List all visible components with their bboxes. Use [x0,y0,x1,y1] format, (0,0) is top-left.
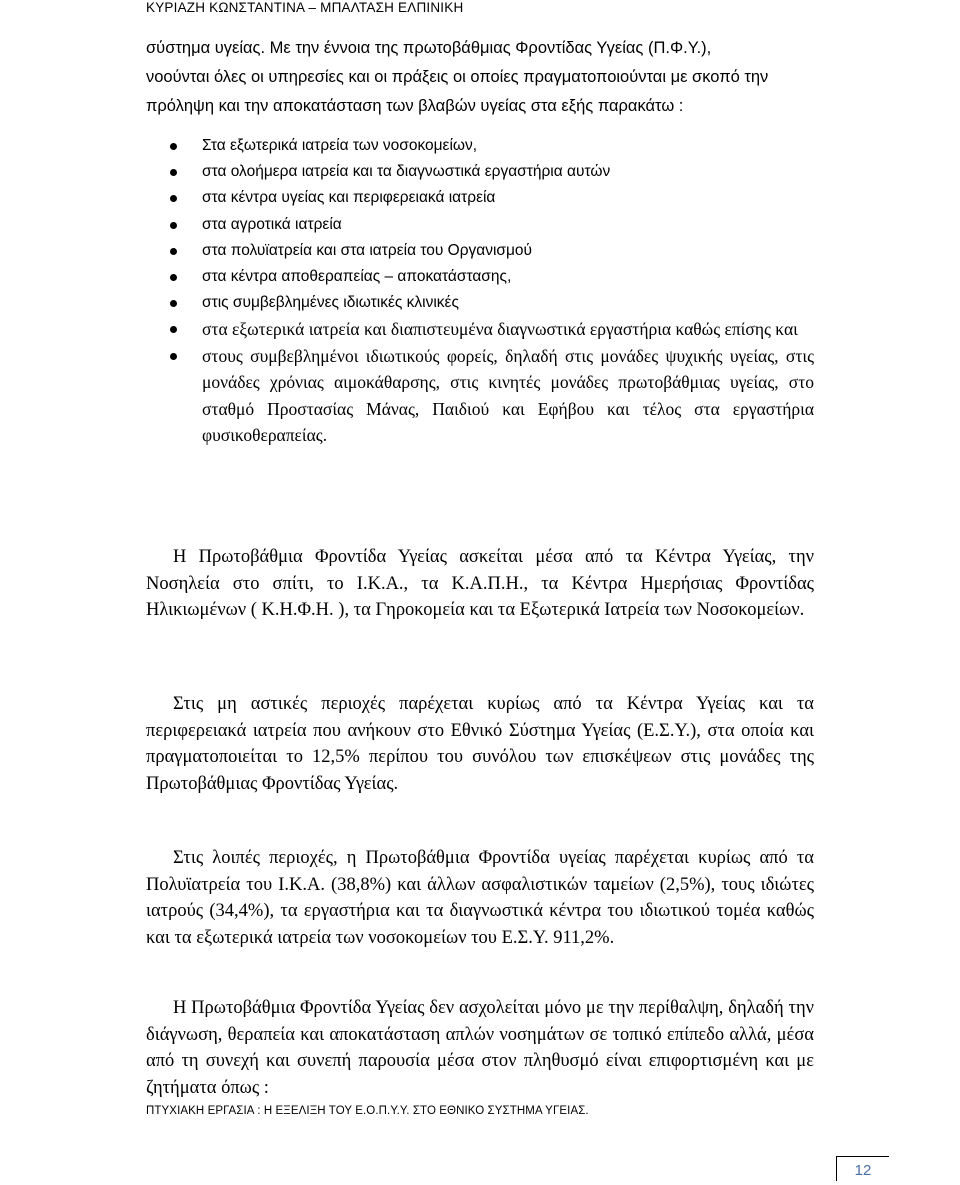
facility-list [146,133,814,449]
list-item: στους συμβεβλημένοι ιδιωτικούς φορείς, δηλαδή στις μονάδες ψυχικής υγείας, στις μονάδες χρόνιας αιμοκάθαρσης, στις κινητές μονάδες πρωτοβάθμιας υγείας, στο σταθμό Προστασίας Μάνας, Παιδιού και Εφήβου και τέλος στα εργαστήρια φυσικοθεραπείας. [146,343,814,449]
bullet-icon [170,169,177,176]
paragraph-other-areas: Στις λοιπές περιοχές, η Πρωτοβάθμια Φροντίδα υγείας παρέχεται κυρίως από τα Πολυϊατρεία του Ι.Κ.Α. (38,8%) και άλλων ασφαλιστικών ταμείων (2,5%), τους ιδιώτες ιατρούς (34,4%), τα εργαστήρια και τα διαγνωστικά κέντρα του ιδιωτικού τομέα καθώς και τα εξωτερικά ιατρεία των νοσοκομείων του Ε.Σ.Υ. 911,2%. [146,848,814,948]
list-item: στα κέντρα υγείας και περιφερειακά ιατρεία [146,185,814,211]
list-item: στα εξωτερικά ιατρεία και διαπιστευμένα διαγνωστικά εργαστήρια καθώς επίσης και [146,316,814,343]
list-item: στα ολοήμερα ιατρεία και τα διαγνωστικά εργαστήρια αυτών [146,159,814,185]
paragraph-care-scope: Η Πρωτοβάθμια Φροντίδα Υγείας δεν ασχολείται μόνο με την περίθαλψη, δηλαδή την διάγνωση, θεραπεία και αποκατάσταση απλών νοσημάτων σε τοπικό επίπεδο αλλά, μέσα από τη συνεχή και συνεπή παρουσία μέσα στον πληθυσμό είναι επιφορτισμένη και με ζητήματα όπως : [146,998,814,1098]
bullet-icon [170,300,177,307]
bullet-icon [170,143,177,150]
list-item: στα κέντρα αποθεραπείας – αποκατάστασης, [146,264,814,290]
bullet-icon [170,353,177,360]
bullet-icon [170,248,177,255]
page-number: 12 [836,1156,889,1181]
paragraph-rural-areas: Στις μη αστικές περιοχές παρέχεται κυρίως από τα Κέντρα Υγείας και τα περιφερειακά ιατρεία που ανήκουν στο Εθνικό Σύστημα Υγείας (Ε.Σ.Υ.), στα οποία και πραγματοποιείται το 12,5% περίπου του συνόλου των επισκέψεων στις μονάδες της Πρωτοβάθμιας Φροντίδας Υγείας. [146,694,814,794]
list-item: στα αγροτικά ιατρεία [146,212,814,238]
list-item: στα πολυϊατρεία και στα ιατρεία του Οργανισμού [146,238,814,264]
bullet-icon [170,195,177,202]
intro-line: πρόληψη και την αποκατάσταση των βλαβών υγείας στα εξής παρακάτω : [146,97,684,115]
list-item: στις συμβεβλημένες ιδιωτικές κλινικές [146,290,814,316]
running-header: ΚΥΡΙΑΖΗ ΚΩΝΣΤΑΝΤΙΝΑ – ΜΠΑΛΤΑΣΗ ΕΛΠΙΝΙΚΗ [146,0,464,15]
intro-paragraph [146,34,814,121]
bullet-icon [170,274,177,281]
intro-line: σύστημα υγείας. Με την έννοια της πρωτοβάθμιας Φροντίδας Υγείας (Π.Φ.Υ.), [146,39,712,57]
bullet-icon [170,222,177,229]
bullet-icon [170,326,177,333]
paragraph-primary-care-centers: Η Πρωτοβάθμια Φροντίδα Υγείας ασκείται μέσα από τα Κέντρα Υγείας, την Νοσηλεία στο σπίτι, το Ι.Κ.Α., τα Κ.Α.Π.Η., τα Κέντρα Ημερήσιας Φροντίδας Ηλικιωμένων ( Κ.Η.Φ.Η. ), τα Γηροκομεία και τα Εξωτερικά Ιατρεία των Νοσοκομείων. [146,547,814,620]
list-item: Στα εξωτερικά ιατρεία των νοσοκομείων, [146,133,814,159]
running-footer: ΠΤΥΧΙΑΚΗ ΕΡΓΑΣΙΑ : Η ΕΞΕΛΙΞΗ ΤΟΥ Ε.Ο.Π.Υ.Υ. ΣΤΟ ΕΘΝΙΚΟ ΣΥΣΤΗΜΑ ΥΓΕΙΑΣ. [146,1105,589,1117]
intro-line: νοούνται όλες οι υπηρεσίες και οι πράξεις οι οποίες πραγματοποιούνται με σκοπό την [146,68,769,86]
